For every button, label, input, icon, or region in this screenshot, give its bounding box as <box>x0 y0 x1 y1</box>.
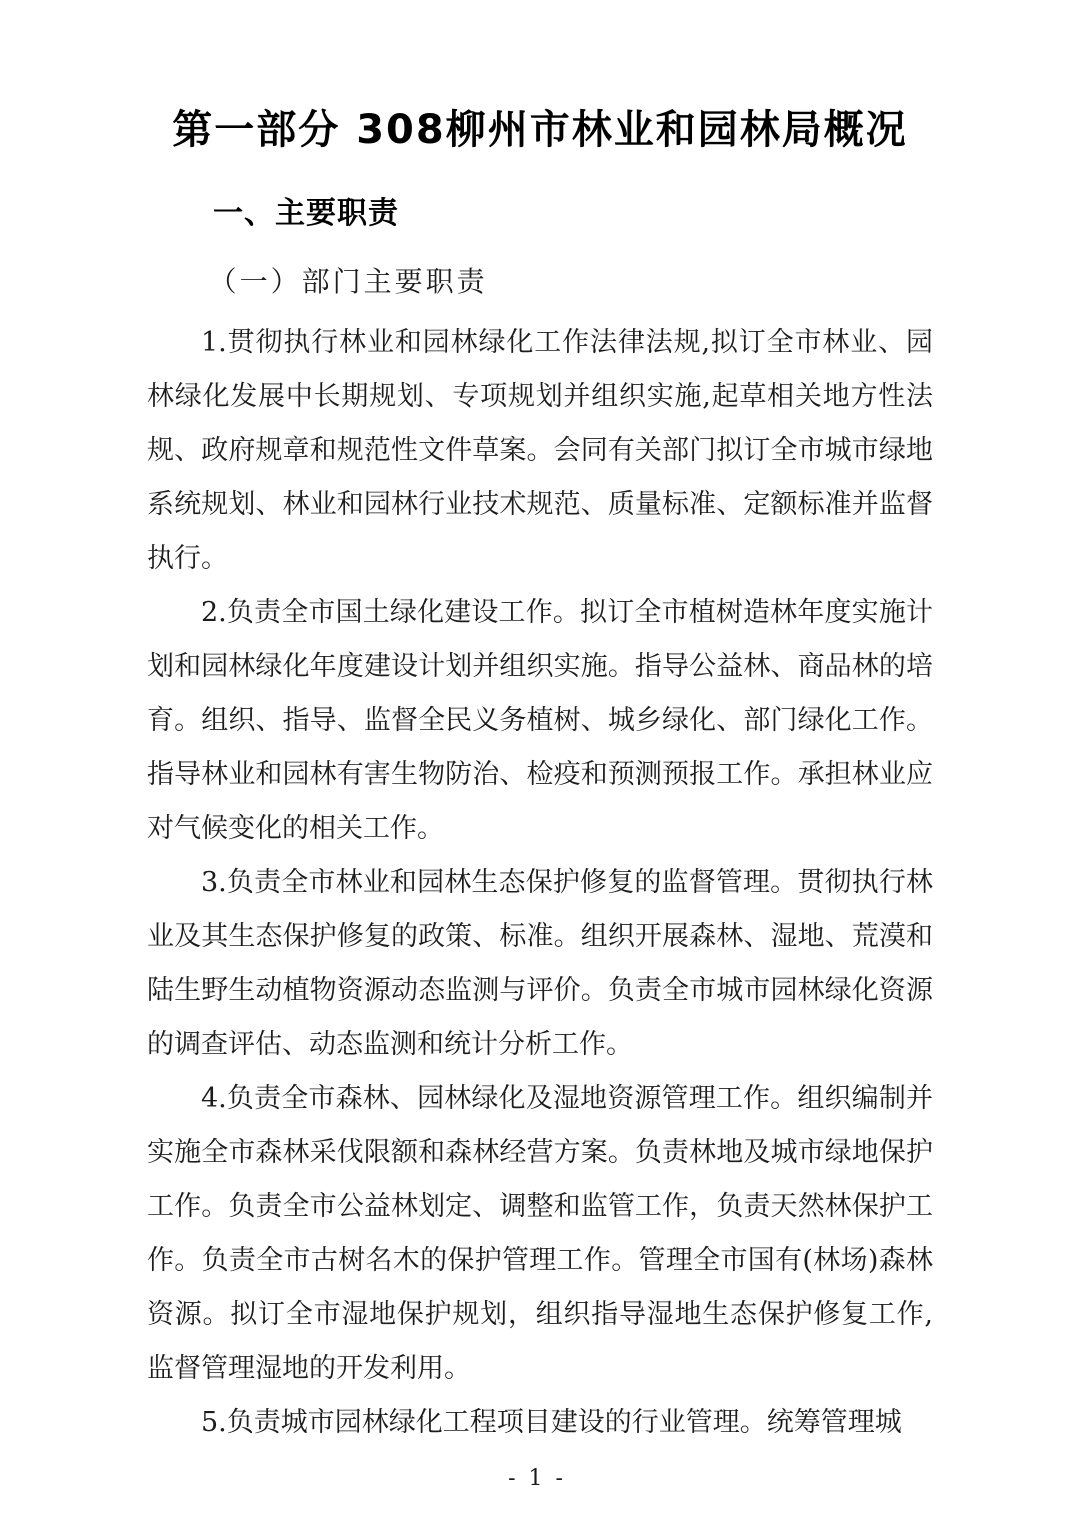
paragraph-4: 4.负责全市森林、园林绿化及湿地资源管理工作。组织编制并实施全市森林采伐限额和森林经营方案。负责林地及城市绿地保护工作。负责全市公益林划定、调整和监管工作，负责天然林保护工作。负责全市古树名木的保护管理工作。管理全市国有(林场)森林资源。拟订全市湿地保护规划，组织指导湿地生态保护修复工作,监督管理湿地的开发利用。 <box>147 1083 933 1384</box>
subsection-heading: （一）部门主要职责 <box>208 265 488 298</box>
document-title: 第一部分 308柳州市林业和园林局概况 <box>172 107 908 153</box>
body-text <box>147 316 933 1450</box>
page-number: - 1 - <box>508 1466 566 1491</box>
paragraph-2: 2.负责全市国土绿化建设工作。拟订全市植树造林年度实施计划和园林绿化年度建设计划并组织实施。指导公益林、商品林的培育。组织、指导、监督全民义务植树、城乡绿化、部门绿化工作。指导林业和园林有害生物防治、检疫和预测预报工作。承担林业应对气候变化的相关工作。 <box>147 597 933 844</box>
paragraph-5: 5.负责城市园林绿化工程项目建设的行业管理。统筹管理城 <box>201 1407 902 1438</box>
paragraph-1: 1.贯彻执行林业和园林绿化工作法律法规,拟订全市林业、园林绿化发展中长期规划、专项规划并组织实施,起草相关地方性法规、政府规章和规范性文件草案。会同有关部门拟订全市城市绿地系统规划、林业和园林行业技术规范、质量标准、定额标准并监督执行。 <box>147 327 933 574</box>
paragraph-3: 3.负责全市林业和园林生态保护修复的监督管理。贯彻执行林业及其生态保护修复的政策、标准。组织开展森林、湿地、荒漠和陆生野生动植物资源动态监测与评价。负责全市城市园林绿化资源的调查评估、动态监测和统计分析工作。 <box>147 867 933 1060</box>
section-heading: 一、主要职责 <box>213 196 399 231</box>
document-content <box>147 0 933 1450</box>
